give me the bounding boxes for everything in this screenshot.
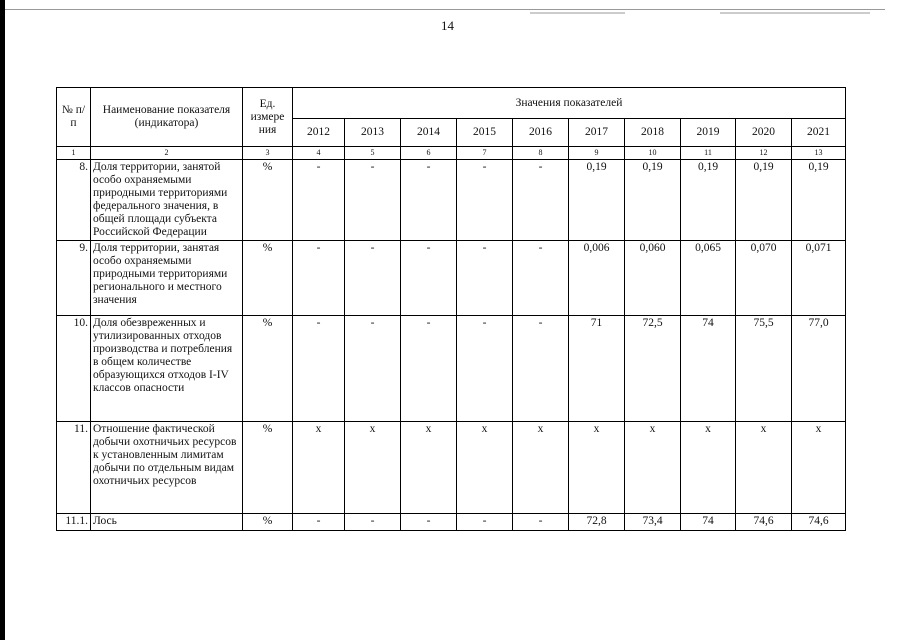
header-year: 2012 [293,119,345,147]
indicator-value: 72,8 [569,514,625,531]
indicator-value: 0,070 [736,241,792,316]
indicator-value: 0,19 [792,160,846,241]
row-number: 8. [57,160,91,241]
indicator-value: - [401,160,457,241]
indicator-name: Лось [91,514,243,531]
unit-of-measure: % [243,316,293,422]
column-index: 6 [401,147,457,160]
header-values-title: Значения показателей [293,88,846,119]
indicator-value: x [625,422,681,514]
indicator-value: - [345,241,401,316]
indicator-value: - [457,160,513,241]
indicator-value: 73,4 [625,514,681,531]
indicator-name: Доля обезвреженных и утилизированных отходов производства и потребления в общем количестве образующихся отходов I-IV классов опасности [91,316,243,422]
column-index: 10 [625,147,681,160]
header-year: 2018 [625,119,681,147]
header-num: № п/п [57,88,91,147]
column-index: 3 [243,147,293,160]
table-row [57,241,846,316]
scan-left-edge [0,0,5,640]
indicator-value: x [736,422,792,514]
indicators-table [56,87,846,531]
unit-of-measure: % [243,241,293,316]
indicator-value: x [293,422,345,514]
indicator-value: - [457,241,513,316]
indicator-value: 0,19 [569,160,625,241]
indicator-value: x [513,422,569,514]
indicator-value: x [569,422,625,514]
row-number: 10. [57,316,91,422]
header-year: 2021 [792,119,846,147]
indicator-value: - [345,316,401,422]
column-index: 5 [345,147,401,160]
column-index: 7 [457,147,513,160]
indicator-value: x [345,422,401,514]
indicator-value: 74 [681,316,736,422]
header-year: 2013 [345,119,401,147]
indicator-name: Отношение фактической добычи охотничьих ресурсов к установленным лимитам добычи по отдельным видам охотничьих ресурсов [91,422,243,514]
indicator-value: - [401,241,457,316]
indicator-value: - [293,316,345,422]
row-number: 9. [57,241,91,316]
indicator-value: - [457,316,513,422]
indicator-value: - [513,160,569,241]
column-index: 8 [513,147,569,160]
table-row [57,316,846,422]
indicator-value: - [513,514,569,531]
indicator-value: 0,065 [681,241,736,316]
indicator-value: - [345,160,401,241]
indicator-value: 74,6 [792,514,846,531]
table-row [57,422,846,514]
column-index: 9 [569,147,625,160]
indicator-value: 0,19 [681,160,736,241]
scan-artifact [530,12,625,14]
column-index: 1 [57,147,91,160]
indicator-value: - [401,316,457,422]
header-name: Наименование показателя (индикатора) [91,88,243,147]
column-index: 13 [792,147,846,160]
column-index: 11 [681,147,736,160]
indicator-value: - [345,514,401,531]
column-index: 4 [293,147,345,160]
indicator-value: - [457,514,513,531]
indicator-value: 75,5 [736,316,792,422]
scan-artifact [720,12,870,14]
indicator-value: 74 [681,514,736,531]
indicator-value: 71 [569,316,625,422]
indicator-value: x [681,422,736,514]
indicator-value: 0,19 [736,160,792,241]
table-row [57,514,846,531]
scan-top-line [5,9,885,10]
indicator-name: Доля территории, занятая особо охраняемыми природными территориями регионального и местного значения [91,241,243,316]
column-index: 12 [736,147,792,160]
indicator-value: - [513,316,569,422]
indicator-value: 0,060 [625,241,681,316]
unit-of-measure: % [243,160,293,241]
header-year: 2015 [457,119,513,147]
unit-of-measure: % [243,422,293,514]
header-unit: Ед. измере ния [243,88,293,147]
table-row [57,160,846,241]
header-year: 2016 [513,119,569,147]
row-number: 11.1. [57,514,91,531]
indicator-value: - [293,241,345,316]
page-number: 14 [441,18,454,33]
indicator-value: x [457,422,513,514]
indicator-value: x [792,422,846,514]
indicator-value: - [293,160,345,241]
header-year: 2017 [569,119,625,147]
indicator-value: 72,5 [625,316,681,422]
indicator-name: Доля территории, занятой особо охраняемыми природными территориями федерального значения, в общей площади субъекта Российской Федерации [91,160,243,241]
row-number: 11. [57,422,91,514]
indicator-value: - [293,514,345,531]
indicator-value: 0,071 [792,241,846,316]
indicator-value: 77,0 [792,316,846,422]
indicator-value: - [513,241,569,316]
column-index: 2 [91,147,243,160]
header-year: 2014 [401,119,457,147]
indicator-value: 0,006 [569,241,625,316]
header-year: 2019 [681,119,736,147]
unit-of-measure: % [243,514,293,531]
indicator-value: - [401,514,457,531]
header-year: 2020 [736,119,792,147]
indicator-value: 74,6 [736,514,792,531]
indicator-value: x [401,422,457,514]
indicator-value: 0,19 [625,160,681,241]
